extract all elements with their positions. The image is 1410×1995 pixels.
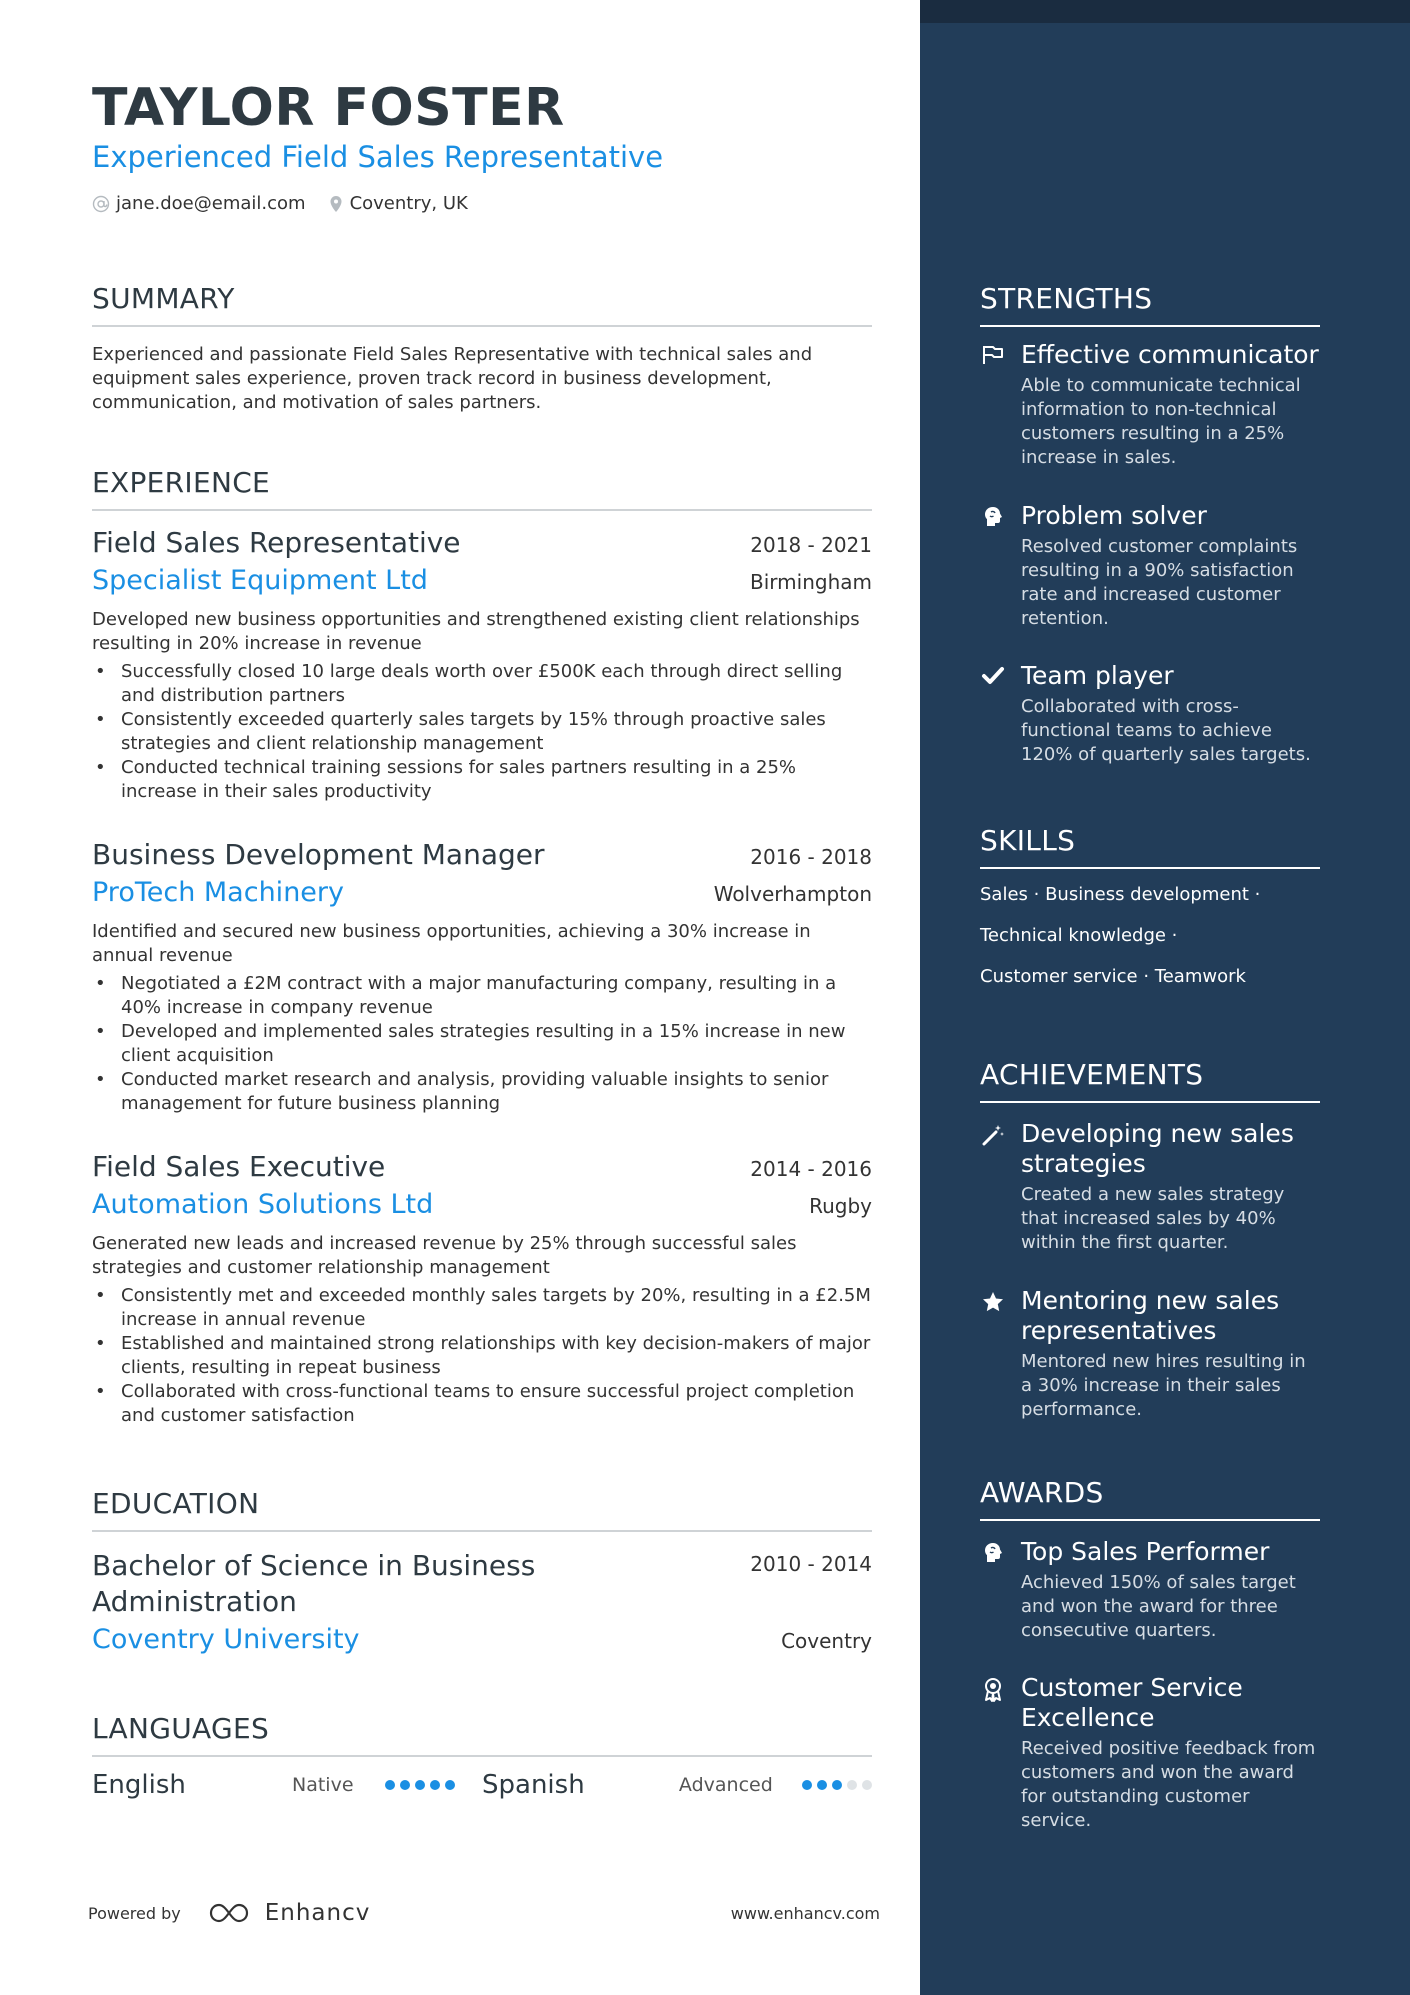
sidebar-top-bar [920,0,1410,23]
bullet-item: • Developed and implemented sales strategies resulting in a 15% increase in new client acquisition [92,1020,872,1068]
language-item [92,1770,482,1800]
job-location: Wolverhampton [713,882,872,906]
award-medal-icon [980,1677,1006,1703]
award-text: Received positive feedback from customers and won the award for outstanding customer service. [1021,1738,1316,1831]
skills-line: Technical knowledge · [980,925,1178,946]
award-item [980,1673,1320,1833]
languages-title: LANGUAGES [92,1712,872,1757]
strength-title: Effective communicator [1021,340,1319,369]
strength-title: Problem solver [1021,501,1207,530]
rating-dot-filled [385,1780,395,1790]
brand-logo[interactable] [207,1900,371,1926]
strength-item [980,661,1320,767]
skills-line: Sales · Business development · [980,884,1261,905]
bullet-item: • Successfully closed 10 large deals worth over £500K each through direct selling and distribution partners [92,660,872,708]
job-description: Identified and secured new business opportunities, achieving a 30% increase in annual revenue [92,921,811,966]
rating-dot-filled [832,1780,842,1790]
achievements-title: ACHIEVEMENTS [980,1058,1320,1103]
brain-icon [980,1541,1006,1567]
bullet-item: • Consistently met and exceeded monthly sales targets by 20%, resulting in a £2.5M increase in annual revenue [92,1284,872,1332]
strength-text: Resolved customer complaints resulting in a 90% satisfaction rate and increased customer retention. [1021,536,1298,629]
education-title: EDUCATION [92,1487,872,1532]
school-location: Coventry [781,1629,872,1653]
achievement-title: Developing new sales strategies [1021,1119,1294,1178]
contact-location [328,193,468,214]
strength-text: Able to communicate technical information to non-technical customers resulting in a 25% increase in sales. [1021,375,1301,468]
education-dates: 2010 - 2014 [750,1552,872,1576]
flag-icon [980,344,1006,370]
job-title: Business Development Manager [92,838,545,871]
skills-line: Customer service · Teamwork [980,966,1246,987]
brain-icon [980,505,1006,531]
job-dates: 2016 - 2018 [750,845,872,869]
rating-dot-filled [445,1780,455,1790]
brand-name: Enhancv [264,1900,371,1926]
experience-item [92,838,872,1116]
enhancv-logo-icon [207,1900,255,1926]
language-level: Native [292,1774,354,1796]
degree-title: Bachelor of Science in Business Administration [92,1549,536,1618]
language-level: Advanced [678,1774,773,1796]
rating-dot-filled [817,1780,827,1790]
achievement-text: Created a new sales strategy that increased sales by 40% within the first quarter. [1021,1184,1285,1253]
powered-by [88,1900,370,1926]
sidebar [920,0,1410,1995]
achievement-item [980,1119,1320,1255]
summary-text: Experienced and passionate Field Sales Representative with technical sales and equipment sales experience, proven track record in business development, communication, and motivation of sales partners. [92,344,813,413]
footer-url[interactable]: www.enhancv.com [730,1903,880,1923]
bullet-item: • Negotiated a £2M contract with a major manufacturing company, resulting in a 40% increase in company revenue [92,972,872,1020]
experience-title: EXPERIENCE [92,466,872,511]
award-title: Top Sales Performer [1021,1537,1270,1566]
strength-item [980,501,1320,631]
award-title: Customer Service Excellence [1021,1673,1243,1732]
experience-item [92,526,872,804]
rating-dot-filled [415,1780,425,1790]
job-description: Developed new business opportunities and strengthened existing client relationships resulting in 20% increase in revenue [92,609,860,654]
rating-dot-filled [400,1780,410,1790]
skills-list [980,884,1320,1007]
bullet-item: • Collaborated with cross-functional teams to ensure successful project completion and customer satisfaction [92,1380,872,1428]
location-text: Coventry, UK [349,193,468,214]
job-title: Field Sales Representative [92,526,461,559]
bullet-item: • Established and maintained strong relationships with key decision-makers of major clients, resulting in repeat business [92,1332,872,1380]
job-dates: 2014 - 2016 [750,1157,872,1181]
job-location: Birmingham [750,570,872,594]
bullet-item: • Consistently exceeded quarterly sales targets by 15% through proactive sales strategies and client relationship management [92,708,872,756]
bullet-item: • Conducted technical training sessions for sales partners resulting in a 25% increase in their sales productivity [92,756,872,804]
location-pin-icon [328,195,344,213]
strengths-title: STRENGTHS [980,282,1320,327]
language-name: English [92,1770,186,1800]
job-dates: 2018 - 2021 [750,533,872,557]
headline: Experienced Field Sales Representative [92,140,664,174]
achievement-title: Mentoring new sales representatives [1021,1286,1280,1345]
at-icon [92,195,110,213]
strength-text: Collaborated with cross-functional teams to achieve 120% of quarterly sales targets. [1021,696,1311,765]
achievement-item [980,1286,1320,1422]
job-bullets [92,972,872,1116]
company-name: Automation Solutions Ltd [92,1189,434,1220]
rating-dot-filled [430,1780,440,1790]
company-name: Specialist Equipment Ltd [92,565,428,596]
job-bullets [92,1284,872,1428]
summary-title: SUMMARY [92,282,872,327]
contact-row [92,193,468,214]
company-name: ProTech Machinery [92,877,344,908]
school-name: Coventry University [92,1624,360,1655]
rating-dot-empty [847,1780,857,1790]
award-item [980,1537,1320,1643]
star-icon [980,1290,1006,1316]
skills-title: SKILLS [980,824,1320,869]
job-description: Generated new leads and increased revenue by 25% through successful sales strategies and customer relationship management [92,1233,797,1278]
check-icon [980,665,1006,691]
strength-item [980,340,1320,470]
achievement-text: Mentored new hires resulting in a 30% increase in their sales performance. [1021,1351,1306,1420]
rating-dot-empty [862,1780,872,1790]
experience-item [92,1150,872,1428]
language-item [482,1770,872,1800]
candidate-name: TAYLOR FOSTER [92,78,565,138]
contact-email[interactable] [92,193,306,214]
powered-by-label: Powered by [88,1903,181,1923]
job-location: Rugby [809,1194,872,1218]
strength-title: Team player [1021,661,1174,690]
email-text: jane.doe@email.com [116,193,306,214]
footer [88,1900,880,1926]
magic-wand-icon [980,1123,1006,1149]
awards-title: AWARDS [980,1476,1320,1521]
language-rating [385,1780,455,1790]
job-bullets [92,660,872,804]
job-title: Field Sales Executive [92,1150,386,1183]
languages-list [92,1770,872,1800]
language-rating [802,1780,872,1790]
education-item [92,1548,872,1655]
rating-dot-filled [802,1780,812,1790]
award-text: Achieved 150% of sales target and won the award for three consecutive quarters. [1021,1572,1296,1641]
bullet-item: • Conducted market research and analysis, providing valuable insights to senior management for future business planning [92,1068,872,1116]
language-name: Spanish [482,1770,585,1800]
